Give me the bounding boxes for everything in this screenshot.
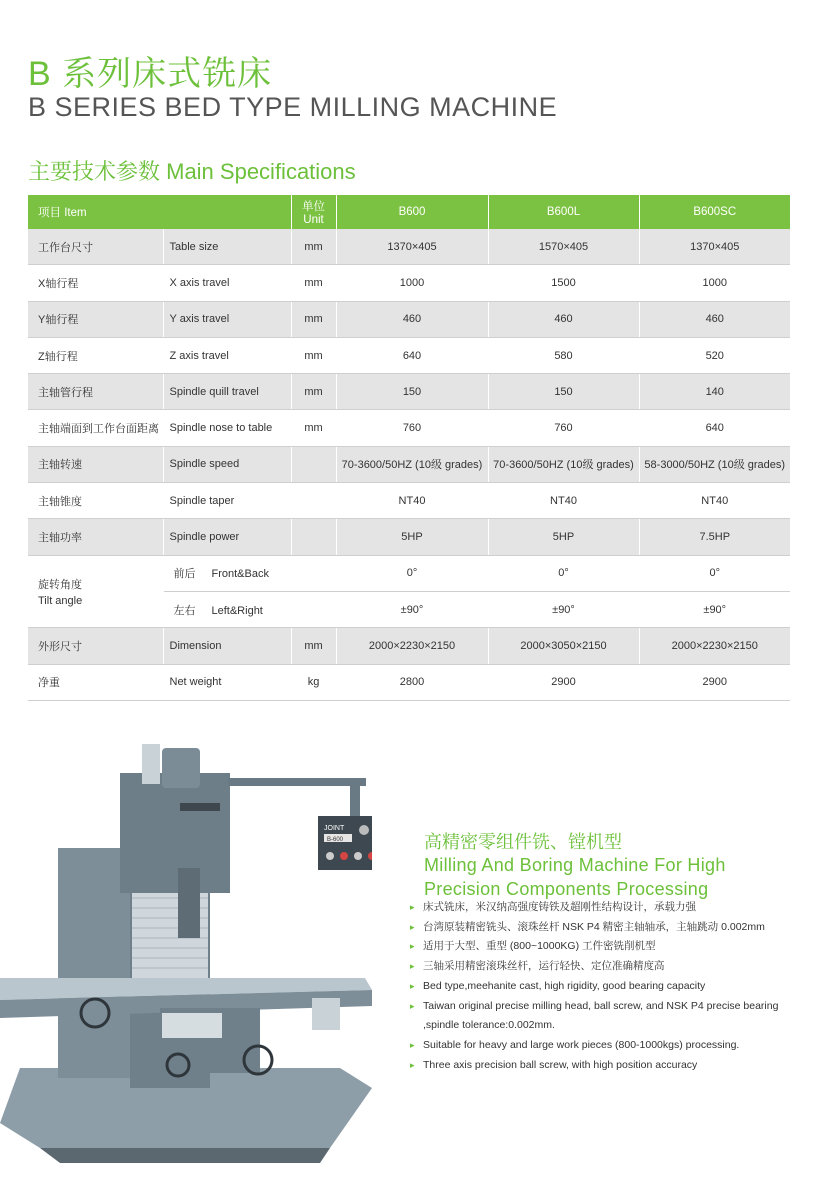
table-row xyxy=(28,519,790,555)
row-value: 640 xyxy=(336,337,488,373)
row-value: 760 xyxy=(488,410,639,446)
control-arm-horizontal xyxy=(228,778,366,786)
row-value: 1000 xyxy=(639,265,790,301)
row-label-en: Table size xyxy=(163,229,291,265)
row-unit: mm xyxy=(291,301,336,337)
bullet-arrow-icon: ▸ xyxy=(410,1000,415,1011)
row-unit xyxy=(291,446,336,482)
spec-header-row xyxy=(28,195,790,229)
row-value: 1570×405 xyxy=(488,229,639,265)
specs-heading: 主要技术参数 Main Specifications xyxy=(28,159,356,184)
feature-text: 床式铣床，米汉纳高强度铸铁及超刚性结构设计，承载力强 xyxy=(423,901,696,913)
row-value: 58-3000/50HZ (10级 grades) xyxy=(639,446,790,482)
features-heading-en: Milling And Boring Machine For High Precision Components Processing xyxy=(424,855,726,899)
header-item: 项目 Item xyxy=(28,195,291,229)
row-value: 150 xyxy=(488,374,639,410)
row-value: 1370×405 xyxy=(336,229,488,265)
row-unit xyxy=(291,591,336,627)
machine-lamp xyxy=(142,744,160,784)
header-unit-en: Unit xyxy=(303,214,324,226)
page-title-cn: B 系列床式铣床 xyxy=(28,55,273,93)
feature-text: 适用于大型、重型 (800~1000KG) 工件密铣削机型 xyxy=(423,940,656,953)
row-value: 580 xyxy=(488,337,639,373)
feature-item xyxy=(410,1056,794,1076)
tilt-left-en: Left&Right xyxy=(211,604,263,617)
table-row xyxy=(28,265,790,301)
feature-item xyxy=(410,918,794,938)
machine-way-cover xyxy=(162,1013,222,1038)
table-row xyxy=(28,628,790,664)
row-label-cn: 净重 xyxy=(28,664,163,700)
row-label-cn: 工作台尺寸 xyxy=(28,229,163,265)
row-value: 70-3600/50HZ (10级 grades) xyxy=(488,446,639,482)
row-label-cn: 外形尺寸 xyxy=(28,628,163,664)
row-value: 0° xyxy=(336,555,488,591)
header-model-b600l: B600L xyxy=(488,195,639,229)
row-label-en: Spindle power xyxy=(163,519,291,555)
row-label-en: Spindle quill travel xyxy=(163,374,291,410)
row-label-cn: 主轴端面到工作台面距离 xyxy=(28,410,163,446)
feature-text: Suitable for heavy and large work pieces (800-1000kgs) processing. xyxy=(423,1038,740,1051)
table-row xyxy=(28,301,790,337)
tilt-label xyxy=(28,555,163,628)
row-value: 5HP xyxy=(488,519,639,555)
row-value: 2900 xyxy=(488,664,639,700)
table-row xyxy=(28,337,790,373)
row-value: NT40 xyxy=(639,483,790,519)
header-unit-cn: 单位 xyxy=(302,201,325,213)
row-unit: mm xyxy=(291,410,336,446)
header-unit xyxy=(291,195,336,229)
row-value: ±90° xyxy=(488,591,639,627)
bullet-arrow-icon: ▸ xyxy=(410,980,415,991)
feature-item xyxy=(410,977,794,997)
feature-text: Taiwan original precise milling head, ball screw, and NSK P4 precise bearing ,spindle tolerance:0.002mm. xyxy=(423,999,779,1032)
row-value: 460 xyxy=(336,301,488,337)
row-label-cn: X轴行程 xyxy=(28,265,163,301)
row-value: NT40 xyxy=(488,483,639,519)
row-label-cn: 主轴转速 xyxy=(28,446,163,482)
row-value: 70-3600/50HZ (10级 grades) xyxy=(336,446,488,482)
row-unit xyxy=(291,483,336,519)
row-label-en: Dimension xyxy=(163,628,291,664)
control-arm-vertical xyxy=(350,778,360,818)
row-label-en: Spindle taper xyxy=(163,483,291,519)
feature-list xyxy=(410,898,794,1075)
tilt-front-label xyxy=(163,555,291,591)
side-switch-box xyxy=(312,998,340,1030)
machine-base-shadow xyxy=(40,1148,330,1163)
row-value: 2000×2230×2150 xyxy=(336,628,488,664)
row-value: 0° xyxy=(639,555,790,591)
feature-text: 台湾原装精密铣头、滚珠丝杆 NSK P4 精密主轴轴承，主轴跳动 0.002mm xyxy=(423,920,765,933)
machine-head xyxy=(120,773,230,893)
row-value: ±90° xyxy=(336,591,488,627)
row-label-cn: 主轴锥度 xyxy=(28,483,163,519)
machine-spindle xyxy=(178,868,200,938)
bullet-arrow-icon: ▸ xyxy=(410,1059,415,1070)
row-label-en: Spindle speed xyxy=(163,446,291,482)
row-unit: mm xyxy=(291,628,336,664)
bullet-arrow-icon: ▸ xyxy=(410,941,415,952)
row-value: 1500 xyxy=(488,265,639,301)
table-row xyxy=(28,374,790,410)
row-value: 5HP xyxy=(336,519,488,555)
row-value: 2800 xyxy=(336,664,488,700)
row-value: ±90° xyxy=(639,591,790,627)
feature-text: Three axis precision ball screw, with high position accuracy xyxy=(423,1058,698,1071)
row-label-cn: Y轴行程 xyxy=(28,301,163,337)
bullet-arrow-icon: ▸ xyxy=(410,921,415,932)
row-value: 460 xyxy=(488,301,639,337)
row-label-en: Spindle nose to table xyxy=(163,410,291,446)
feature-item xyxy=(410,1036,794,1056)
row-label-en: Y axis travel xyxy=(163,301,291,337)
milling-machine-illustration xyxy=(0,738,372,1163)
row-value: 150 xyxy=(336,374,488,410)
row-unit: mm xyxy=(291,337,336,373)
row-value: 1370×405 xyxy=(639,229,790,265)
machine-motor xyxy=(162,748,200,788)
header-model-b600sc: B600SC xyxy=(639,195,790,229)
row-label-cn: 主轴管行程 xyxy=(28,374,163,410)
row-label-en: Net weight xyxy=(163,664,291,700)
row-value: 1000 xyxy=(336,265,488,301)
row-value: 140 xyxy=(639,374,790,410)
table-row-tilt-front xyxy=(28,555,790,591)
features-heading-cn: 高精密零组件铣、镗机型 xyxy=(424,832,622,852)
row-label-cn: Z轴行程 xyxy=(28,337,163,373)
row-label-en: X axis travel xyxy=(163,265,291,301)
feature-text: 三轴采用精密滚珠丝杆，运行轻快、定位准确精度高 xyxy=(423,960,665,973)
header-model-b600: B600 xyxy=(336,195,488,229)
tilt-label-cn: 旋转角度 xyxy=(38,578,82,591)
row-value: 2900 xyxy=(639,664,790,700)
row-value: 460 xyxy=(639,301,790,337)
row-unit: mm xyxy=(291,229,336,265)
tilt-front-cn: 前后 xyxy=(173,568,196,581)
tilt-left-cn: 左右 xyxy=(173,604,196,617)
row-unit: kg xyxy=(291,664,336,700)
bullet-arrow-icon: ▸ xyxy=(410,902,415,912)
table-row xyxy=(28,483,790,519)
control-button xyxy=(326,852,334,860)
page-title-en: B SERIES BED TYPE MILLING MACHINE xyxy=(28,92,558,122)
table-row xyxy=(28,410,790,446)
row-value: 0° xyxy=(488,555,639,591)
feature-text: Bed type,meehanite cast, high rigidity, good bearing capacity xyxy=(423,979,706,992)
feature-item xyxy=(410,997,794,1036)
tilt-left-label xyxy=(163,591,291,627)
row-unit: mm xyxy=(291,265,336,301)
row-unit xyxy=(291,555,336,591)
bullet-arrow-icon: ▸ xyxy=(410,1039,415,1050)
feature-item xyxy=(410,957,794,977)
row-value: 640 xyxy=(639,410,790,446)
feature-item xyxy=(410,898,794,918)
control-panel-model: B-600 xyxy=(327,837,344,843)
control-button xyxy=(359,825,369,835)
row-value: 520 xyxy=(639,337,790,373)
row-unit: mm xyxy=(291,374,336,410)
table-row xyxy=(28,229,790,265)
control-button xyxy=(340,852,348,860)
row-value: NT40 xyxy=(336,483,488,519)
row-value: 2000×3050×2150 xyxy=(488,628,639,664)
row-value: 7.5HP xyxy=(639,519,790,555)
row-label-cn: 主轴功率 xyxy=(28,519,163,555)
row-value: 760 xyxy=(336,410,488,446)
control-button xyxy=(354,852,362,860)
tilt-label-en: Tilt angle xyxy=(38,594,83,607)
spec-table xyxy=(28,195,790,701)
bullet-arrow-icon: ▸ xyxy=(410,961,415,972)
machine-nameplate xyxy=(180,803,220,811)
table-row xyxy=(28,664,790,700)
control-panel-brand: JOINT xyxy=(324,825,345,832)
row-unit xyxy=(291,519,336,555)
tilt-front-en: Front&Back xyxy=(211,568,269,581)
row-label-en: Z axis travel xyxy=(163,337,291,373)
table-row xyxy=(28,446,790,482)
row-value: 2000×2230×2150 xyxy=(639,628,790,664)
feature-item xyxy=(410,937,794,957)
